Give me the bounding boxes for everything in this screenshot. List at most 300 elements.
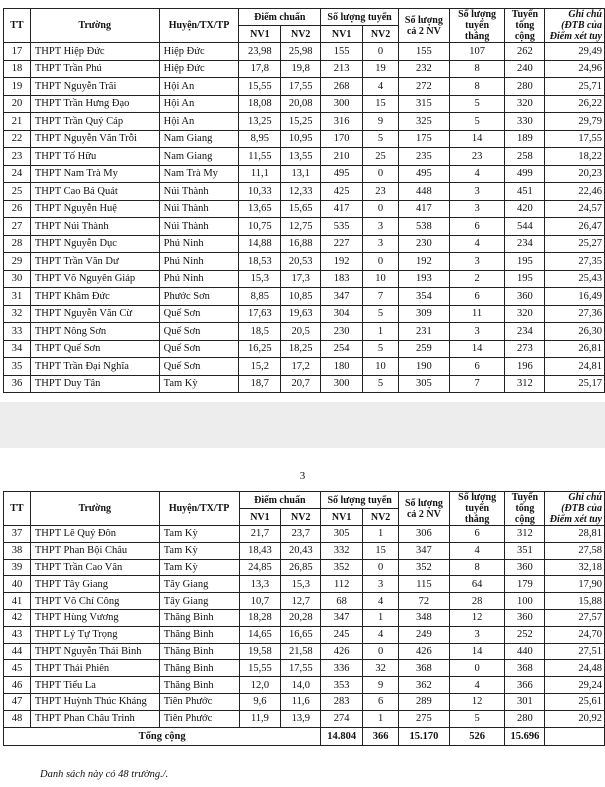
header-direct: Số lượng tuyển thẳng [449, 9, 505, 43]
cell-cutoff-nv2: 12,33 [281, 183, 321, 201]
table-row [4, 340, 605, 358]
cell-district: Quế Sơn [159, 340, 239, 358]
cell-cutoff-nv1: 18,5 [239, 323, 281, 341]
cell-school: THPT Cao Bá Quát [30, 183, 159, 201]
table-row [4, 710, 605, 727]
cell-cutoff-nv1: 10,33 [239, 183, 281, 201]
cell-direct: 14 [449, 340, 505, 358]
footnote: Danh sách này có 48 trường./. [40, 769, 169, 780]
header-cutoff-nv2: NV2 [281, 26, 321, 43]
cell-tt: 31 [4, 288, 31, 306]
cell-cutoff-nv2: 15,65 [281, 200, 321, 218]
cell-direct: 3 [449, 183, 505, 201]
cell-cutoff-nv2: 15,3 [281, 576, 321, 593]
cell-cutoff-nv2: 11,6 [281, 693, 321, 710]
cell-district: Tam Kỳ [159, 542, 239, 559]
cell-direct: 2 [449, 270, 505, 288]
cell-quota-nv1: 155 [321, 43, 363, 61]
cell-cutoff-nv1: 16,25 [239, 340, 281, 358]
cell-district: Hiệp Đức [159, 60, 239, 78]
cell-quota-nv2: 3 [363, 235, 399, 253]
cell-cutoff-nv2: 21,58 [281, 643, 321, 660]
cell-direct: 23 [449, 148, 505, 166]
cell-both: 72 [399, 593, 450, 610]
cell-tt: 33 [4, 323, 31, 341]
cell-both: 347 [399, 542, 450, 559]
cell-quota-nv2: 25 [363, 148, 399, 166]
cell-tt: 42 [4, 609, 31, 626]
cell-school: THPT Quế Sơn [30, 340, 159, 358]
cell-direct: 3 [449, 323, 505, 341]
cell-cutoff-nv2: 13,1 [281, 165, 321, 183]
cell-direct: 12 [449, 609, 505, 626]
cell-both: 175 [399, 130, 450, 148]
table-1-body [4, 43, 605, 393]
cell-quota-nv2: 32 [363, 660, 399, 677]
cell-quota-nv2: 10 [363, 358, 399, 376]
cell-cutoff-nv1: 10,75 [239, 218, 281, 236]
cell-total: 360 [505, 609, 545, 626]
totals-nv2: 366 [363, 727, 399, 745]
cell-direct: 0 [449, 660, 505, 677]
cell-cutoff-nv2: 17,3 [281, 270, 321, 288]
header-quota: Số lượng tuyển [321, 9, 399, 26]
cell-quota-nv1: 347 [321, 609, 363, 626]
header-direct: Số lượng tuyển thẳng [449, 492, 505, 526]
cell-quota-nv2: 0 [363, 43, 399, 61]
header-quota-nv1: NV1 [321, 26, 363, 43]
cell-total: 544 [505, 218, 545, 236]
cell-note: 18,22 [545, 148, 605, 166]
cell-direct: 107 [449, 43, 505, 61]
cell-tt: 39 [4, 559, 31, 576]
cell-tt: 19 [4, 78, 31, 96]
cell-both: 315 [399, 95, 450, 113]
cell-note: 27,51 [545, 643, 605, 660]
cell-school: THPT Phan Châu Trinh [30, 710, 159, 727]
cell-school: THPT Nguyễn Huệ [30, 200, 159, 218]
cell-school: THPT Trần Hưng Đạo [30, 95, 159, 113]
cell-cutoff-nv2: 14,0 [281, 677, 321, 694]
cell-note: 27,58 [545, 542, 605, 559]
cell-school: THPT Trần Văn Dư [30, 253, 159, 271]
cell-cutoff-nv1: 9,6 [239, 693, 281, 710]
cell-school: THPT Phan Bội Châu [30, 542, 159, 559]
cell-cutoff-nv1: 15,55 [239, 660, 281, 677]
header-cutoff: Điểm chuẩn [239, 9, 321, 26]
cell-school: THPT Tố Hữu [30, 148, 159, 166]
header-tt: TT [4, 492, 31, 526]
cell-note: 25,17 [545, 375, 605, 393]
cell-cutoff-nv2: 26,85 [281, 559, 321, 576]
cell-direct: 5 [449, 710, 505, 727]
table-row [4, 235, 605, 253]
cell-cutoff-nv1: 13,3 [239, 576, 281, 593]
cell-cutoff-nv1: 11,1 [239, 165, 281, 183]
cell-district: Nam Trà My [159, 165, 239, 183]
cell-note: 24,70 [545, 626, 605, 643]
cell-school: THPT Trần Đại Nghĩa [30, 358, 159, 376]
cell-quota-nv1: 336 [321, 660, 363, 677]
cell-district: Tiên Phước [159, 710, 239, 727]
cell-cutoff-nv1: 15,55 [239, 78, 281, 96]
cell-quota-nv1: 495 [321, 165, 363, 183]
cell-cutoff-nv2: 17,55 [281, 660, 321, 677]
cell-cutoff-nv1: 13,65 [239, 200, 281, 218]
cell-total: 252 [505, 626, 545, 643]
cell-school: THPT Võ Chí Công [30, 593, 159, 610]
table-row [4, 270, 605, 288]
cell-total: 330 [505, 113, 545, 131]
cell-total: 312 [505, 375, 545, 393]
cell-quota-nv2: 5 [363, 305, 399, 323]
cell-note: 24,96 [545, 60, 605, 78]
cell-quota-nv2: 5 [363, 375, 399, 393]
table-row [4, 358, 605, 376]
cell-cutoff-nv2: 16,65 [281, 626, 321, 643]
cell-both: 230 [399, 235, 450, 253]
header-cutoff-nv1: NV1 [239, 509, 281, 526]
cell-both: 495 [399, 165, 450, 183]
cell-quota-nv2: 4 [363, 626, 399, 643]
cell-quota-nv1: 183 [321, 270, 363, 288]
cell-both: 275 [399, 710, 450, 727]
cell-cutoff-nv1: 24,85 [239, 559, 281, 576]
cell-total: 320 [505, 305, 545, 323]
totals-total: 15.696 [505, 727, 545, 745]
cell-school: THPT Khâm Đức [30, 288, 159, 306]
cell-total: 189 [505, 130, 545, 148]
cell-district: Thăng Bình [159, 677, 239, 694]
cell-total: 234 [505, 323, 545, 341]
cell-quota-nv1: 332 [321, 542, 363, 559]
cell-direct: 6 [449, 526, 505, 543]
cell-quota-nv1: 254 [321, 340, 363, 358]
cell-direct: 11 [449, 305, 505, 323]
cell-cutoff-nv2: 13,9 [281, 710, 321, 727]
cell-note: 24,81 [545, 358, 605, 376]
table-row [4, 375, 605, 393]
cell-both: 190 [399, 358, 450, 376]
cell-quota-nv2: 0 [363, 559, 399, 576]
header-tt: TT [4, 9, 31, 43]
cell-cutoff-nv2: 20,5 [281, 323, 321, 341]
cell-note: 24,57 [545, 200, 605, 218]
cell-district: Tam Kỳ [159, 526, 239, 543]
cell-note: 20,23 [545, 165, 605, 183]
cell-note: 26,81 [545, 340, 605, 358]
cell-direct: 3 [449, 200, 505, 218]
cell-quota-nv1: 268 [321, 78, 363, 96]
header-school: Trường [30, 9, 159, 43]
cell-total: 312 [505, 526, 545, 543]
table-row [4, 559, 605, 576]
cell-tt: 28 [4, 235, 31, 253]
cell-total: 301 [505, 693, 545, 710]
table-row [4, 542, 605, 559]
cell-district: Phước Sơn [159, 288, 239, 306]
cell-district: Núi Thành [159, 183, 239, 201]
cell-tt: 23 [4, 148, 31, 166]
cell-tt: 40 [4, 576, 31, 593]
cell-both: 362 [399, 677, 450, 694]
page-gap [0, 402, 605, 448]
cell-quota-nv2: 3 [363, 576, 399, 593]
cell-quota-nv2: 23 [363, 183, 399, 201]
cell-cutoff-nv2: 10,95 [281, 130, 321, 148]
cell-cutoff-nv2: 20,08 [281, 95, 321, 113]
cell-direct: 5 [449, 113, 505, 131]
cell-quota-nv1: 300 [321, 95, 363, 113]
cell-quota-nv1: 305 [321, 526, 363, 543]
cell-cutoff-nv2: 17,55 [281, 78, 321, 96]
cell-quota-nv2: 9 [363, 677, 399, 694]
cell-cutoff-nv1: 21,7 [239, 526, 281, 543]
cell-district: Hội An [159, 78, 239, 96]
cell-direct: 7 [449, 375, 505, 393]
cell-tt: 36 [4, 375, 31, 393]
cell-school: THPT Lý Tự Trọng [30, 626, 159, 643]
cell-school: THPT Nguyễn Dục [30, 235, 159, 253]
cell-quota-nv1: 245 [321, 626, 363, 643]
cell-quota-nv1: 300 [321, 375, 363, 393]
cell-district: Tam Kỳ [159, 375, 239, 393]
cell-cutoff-nv1: 23,98 [239, 43, 281, 61]
totals-note [545, 727, 605, 745]
cell-tt: 29 [4, 253, 31, 271]
cell-district: Tây Giang [159, 593, 239, 610]
cell-cutoff-nv2: 12,75 [281, 218, 321, 236]
cell-total: 179 [505, 576, 545, 593]
table-row [4, 95, 605, 113]
cell-total: 195 [505, 253, 545, 271]
cell-tt: 43 [4, 626, 31, 643]
table-row [4, 183, 605, 201]
table-row [4, 576, 605, 593]
cell-tt: 35 [4, 358, 31, 376]
cell-quota-nv1: 417 [321, 200, 363, 218]
cell-total: 273 [505, 340, 545, 358]
table-row [4, 148, 605, 166]
cell-quota-nv2: 1 [363, 609, 399, 626]
cell-quota-nv1: 316 [321, 113, 363, 131]
cell-cutoff-nv1: 18,43 [239, 542, 281, 559]
table-row [4, 643, 605, 660]
table-row [4, 660, 605, 677]
cell-both: 193 [399, 270, 450, 288]
cell-tt: 26 [4, 200, 31, 218]
table-row [4, 218, 605, 236]
cell-note: 26,30 [545, 323, 605, 341]
cell-quota-nv1: 230 [321, 323, 363, 341]
table-row [4, 43, 605, 61]
cell-school: THPT Hiệp Đức [30, 43, 159, 61]
cell-direct: 8 [449, 78, 505, 96]
cell-quota-nv1: 353 [321, 677, 363, 694]
totals-nv1: 14.804 [321, 727, 363, 745]
header-cutoff-nv2: NV2 [281, 509, 321, 526]
cell-both: 348 [399, 609, 450, 626]
cell-both: 235 [399, 148, 450, 166]
cell-school: THPT Trần Phú [30, 60, 159, 78]
cell-cutoff-nv1: 10,7 [239, 593, 281, 610]
cell-total: 368 [505, 660, 545, 677]
cell-quota-nv1: 535 [321, 218, 363, 236]
cell-district: Quế Sơn [159, 323, 239, 341]
cell-direct: 3 [449, 253, 505, 271]
table-row [4, 130, 605, 148]
cell-cutoff-nv2: 19,63 [281, 305, 321, 323]
table-row [4, 609, 605, 626]
cell-cutoff-nv1: 17,63 [239, 305, 281, 323]
cell-district: Tây Giang [159, 576, 239, 593]
table-row [4, 113, 605, 131]
cell-direct: 4 [449, 677, 505, 694]
cell-note: 25,27 [545, 235, 605, 253]
cell-quota-nv2: 4 [363, 593, 399, 610]
cell-total: 280 [505, 710, 545, 727]
cell-quota-nv2: 4 [363, 78, 399, 96]
cell-tt: 27 [4, 218, 31, 236]
cell-cutoff-nv1: 14,88 [239, 235, 281, 253]
table-row [4, 323, 605, 341]
cell-cutoff-nv2: 17,2 [281, 358, 321, 376]
cell-cutoff-nv1: 14,65 [239, 626, 281, 643]
cell-cutoff-nv2: 12,7 [281, 593, 321, 610]
cell-cutoff-nv1: 8,95 [239, 130, 281, 148]
cell-school: THPT Nông Sơn [30, 323, 159, 341]
cell-quota-nv2: 0 [363, 643, 399, 660]
header-both: Số lượng cả 2 NV [399, 492, 450, 526]
cell-note: 25,61 [545, 693, 605, 710]
cell-both: 115 [399, 576, 450, 593]
cell-note: 24,48 [545, 660, 605, 677]
header-school: Trường [30, 492, 159, 526]
cell-both: 289 [399, 693, 450, 710]
cell-tt: 44 [4, 643, 31, 660]
cell-total: 240 [505, 60, 545, 78]
cell-school: THPT Trần Quý Cáp [30, 113, 159, 131]
totals-row [4, 727, 605, 745]
cell-total: 195 [505, 270, 545, 288]
header-quota-nv2: NV2 [363, 509, 399, 526]
cell-quota-nv2: 0 [363, 165, 399, 183]
table-row [4, 60, 605, 78]
cell-note: 29,24 [545, 677, 605, 694]
cell-cutoff-nv2: 20,53 [281, 253, 321, 271]
cell-both: 309 [399, 305, 450, 323]
header-total: Tuyển tổng cộng [505, 492, 545, 526]
cell-note: 25,43 [545, 270, 605, 288]
cell-total: 420 [505, 200, 545, 218]
cell-tt: 18 [4, 60, 31, 78]
cell-both: 448 [399, 183, 450, 201]
cell-direct: 6 [449, 358, 505, 376]
cell-cutoff-nv2: 20,43 [281, 542, 321, 559]
cell-tt: 22 [4, 130, 31, 148]
totals-both: 15.170 [399, 727, 450, 745]
cell-tt: 48 [4, 710, 31, 727]
cell-direct: 12 [449, 693, 505, 710]
cell-quota-nv2: 9 [363, 113, 399, 131]
cell-note: 29,79 [545, 113, 605, 131]
cell-direct: 6 [449, 288, 505, 306]
cell-both: 155 [399, 43, 450, 61]
cell-note: 28,81 [545, 526, 605, 543]
cell-cutoff-nv1: 13,25 [239, 113, 281, 131]
cell-quota-nv1: 425 [321, 183, 363, 201]
cell-quota-nv1: 227 [321, 235, 363, 253]
table-row [4, 526, 605, 543]
totals-direct: 526 [449, 727, 505, 745]
cell-school: THPT Núi Thành [30, 218, 159, 236]
cell-both: 231 [399, 323, 450, 341]
cell-tt: 45 [4, 660, 31, 677]
cell-tt: 38 [4, 542, 31, 559]
cell-quota-nv2: 0 [363, 200, 399, 218]
cell-school: THPT Duy Tân [30, 375, 159, 393]
cell-quota-nv2: 15 [363, 542, 399, 559]
cell-direct: 64 [449, 576, 505, 593]
cell-school: THPT Tây Giang [30, 576, 159, 593]
cell-both: 417 [399, 200, 450, 218]
cell-direct: 8 [449, 559, 505, 576]
cell-district: Hội An [159, 95, 239, 113]
cell-quota-nv1: 68 [321, 593, 363, 610]
header-note: Ghi chú (ĐTB của Điểm xét tuy [545, 492, 605, 526]
cell-district: Hội An [159, 113, 239, 131]
cell-both: 259 [399, 340, 450, 358]
cell-cutoff-nv1: 8,85 [239, 288, 281, 306]
cell-cutoff-nv2: 10,85 [281, 288, 321, 306]
cell-quota-nv1: 112 [321, 576, 363, 593]
cell-both: 325 [399, 113, 450, 131]
cell-note: 25,71 [545, 78, 605, 96]
cell-district: Nam Giang [159, 130, 239, 148]
cell-direct: 3 [449, 626, 505, 643]
cell-quota-nv2: 6 [363, 693, 399, 710]
cell-tt: 32 [4, 305, 31, 323]
header-cutoff-nv1: NV1 [239, 26, 281, 43]
table-row [4, 693, 605, 710]
cell-direct: 14 [449, 130, 505, 148]
cell-cutoff-nv2: 15,25 [281, 113, 321, 131]
cell-quota-nv1: 210 [321, 148, 363, 166]
cell-note: 27,57 [545, 609, 605, 626]
header-quota-nv1: NV1 [321, 509, 363, 526]
cell-district: Quế Sơn [159, 358, 239, 376]
cell-quota-nv2: 15 [363, 95, 399, 113]
cell-cutoff-nv2: 20,7 [281, 375, 321, 393]
cell-total: 360 [505, 288, 545, 306]
cell-district: Thăng Bình [159, 609, 239, 626]
cell-district: Thăng Bình [159, 660, 239, 677]
cell-tt: 24 [4, 165, 31, 183]
header-quota: Số lượng tuyển [321, 492, 399, 509]
cell-direct: 4 [449, 235, 505, 253]
cell-quota-nv2: 3 [363, 218, 399, 236]
cell-note: 27,35 [545, 253, 605, 271]
cell-direct: 8 [449, 60, 505, 78]
cell-direct: 4 [449, 542, 505, 559]
cell-quota-nv1: 274 [321, 710, 363, 727]
table-row [4, 253, 605, 271]
cell-tt: 20 [4, 95, 31, 113]
cell-direct: 4 [449, 165, 505, 183]
cell-both: 368 [399, 660, 450, 677]
cell-district: Thăng Bình [159, 626, 239, 643]
cell-district: Nam Giang [159, 148, 239, 166]
